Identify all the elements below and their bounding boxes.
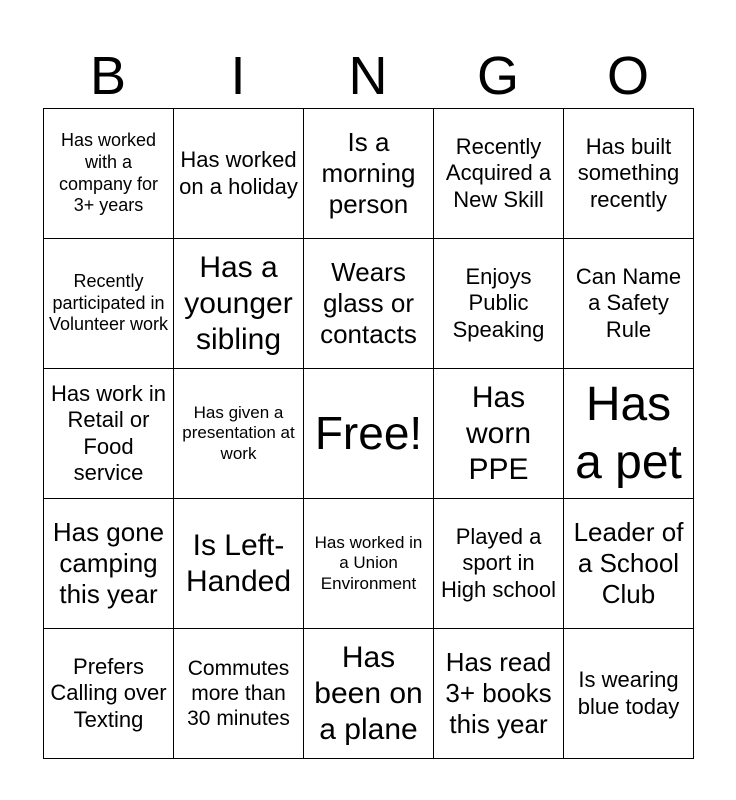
bingo-cell[interactable]: Has worked on a holiday — [174, 109, 304, 239]
bingo-cell[interactable]: Leader of a School Club — [564, 499, 694, 629]
header-letter-n: N — [348, 46, 388, 106]
bingo-cell[interactable]: Has read 3+ books this year — [434, 629, 564, 759]
bingo-cell[interactable]: Has built something recently — [564, 109, 694, 239]
bingo-cell[interactable]: Wears glass or contacts — [304, 239, 434, 369]
bingo-cell[interactable]: Has worked with a company for 3+ years — [44, 109, 174, 239]
board-row — [44, 629, 694, 759]
bingo-cell[interactable]: Is a morning person — [304, 109, 434, 239]
header-letter-b: B — [89, 46, 127, 106]
bingo-cell[interactable]: Recently participated in Volunteer work — [44, 239, 174, 369]
header-letter-g: G — [476, 46, 519, 106]
board-row — [44, 239, 694, 369]
bingo-cell[interactable]: Has work in Retail or Food service — [44, 369, 174, 499]
free-space[interactable]: Free! — [304, 369, 434, 499]
board-row — [44, 369, 694, 499]
bingo-cell[interactable]: Is wearing blue today — [564, 629, 694, 759]
bingo-board — [43, 108, 694, 759]
bingo-header — [43, 44, 693, 108]
bingo-cell[interactable]: Has worn PPE — [434, 369, 564, 499]
bingo-cell[interactable]: Played a sport in High school — [434, 499, 564, 629]
bingo-cell[interactable]: Has been on a plane — [304, 629, 434, 759]
header-letter-i: I — [230, 46, 246, 106]
bingo-cell[interactable]: Recently Acquired a New Skill — [434, 109, 564, 239]
bingo-cell[interactable]: Commutes more than 30 minutes — [174, 629, 304, 759]
header-letter-o: O — [606, 46, 649, 106]
bingo-cell[interactable]: Can Name a Safety Rule — [564, 239, 694, 369]
bingo-cell[interactable]: Has given a presentation at work — [174, 369, 304, 499]
bingo-cell[interactable]: Has a pet — [564, 369, 694, 499]
bingo-cell[interactable]: Enjoys Public Speaking — [434, 239, 564, 369]
board-row — [44, 109, 694, 239]
bingo-cell[interactable]: Has gone camping this year — [44, 499, 174, 629]
bingo-cell[interactable]: Prefers Calling over Texting — [44, 629, 174, 759]
board-row — [44, 499, 694, 629]
bingo-cell[interactable]: Is Left-Handed — [174, 499, 304, 629]
bingo-cell[interactable]: Has a younger sibling — [174, 239, 304, 369]
bingo-cell[interactable]: Has worked in a Union Environment — [304, 499, 434, 629]
